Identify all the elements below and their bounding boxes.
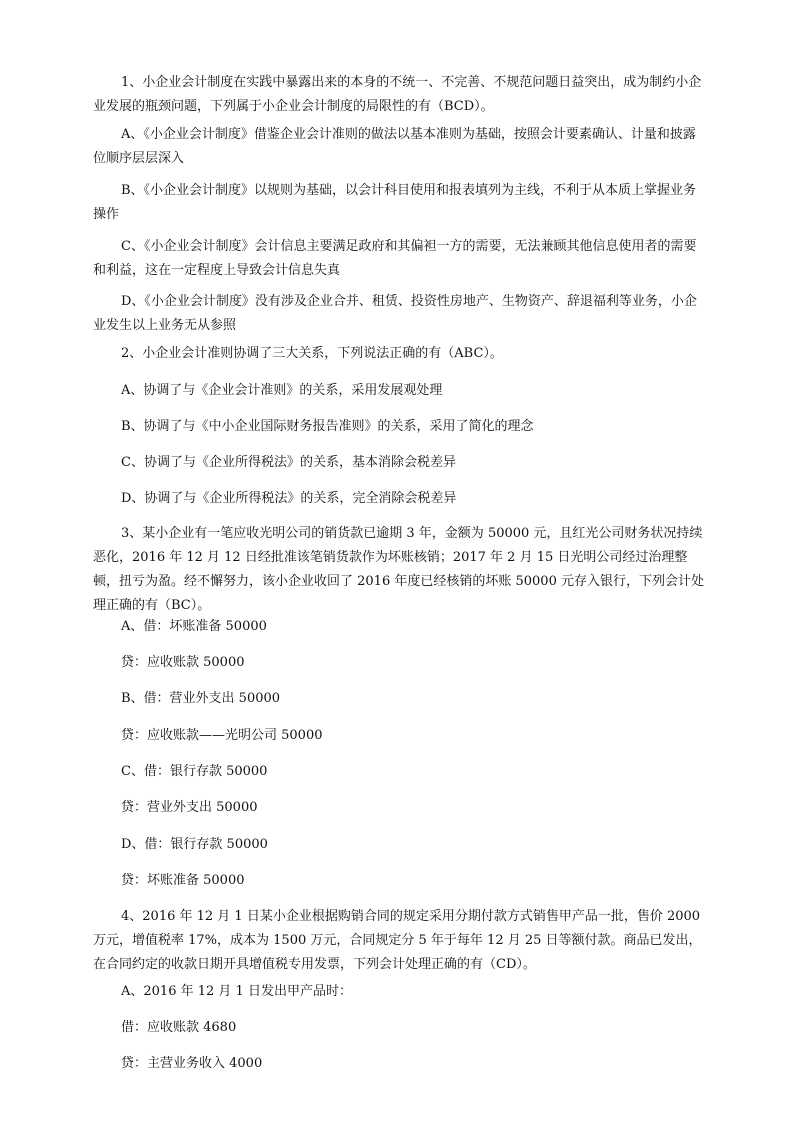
question-3-option-b-debit: B、借：营业外支出 50000 xyxy=(121,691,281,706)
question-3-option-a-credit: 贷：应收账款 50000 xyxy=(121,655,245,670)
question-1-stem: 1、小企业会计制度在实践中暴露出来的本身的不统一、不完善、不规范问题日益突出，成为制约小企业发展的瓶颈问题，下列属于小企业会计制度的局限性的有（BCD）。 xyxy=(93,75,702,114)
question-3-option-a-debit: A、借：坏账准备 50000 xyxy=(121,619,267,634)
question-1-option-a: A、《小企业会计制度》借鉴企业会计准则的做法以基本准则为基础，按照会计要素确认、计量和披露位顺序层层深入 xyxy=(93,127,696,166)
question-3-stem: 3、某小企业有一笔应收光明公司的销货款已逾期 3 年，金额为 50000 元，且红光公司财务状况持续恶化，2016 年 12 月 12 日经批准该笔销货款作为坏账核销；2017 年 2 月 15 日光明公司经过治理整顿，扭亏为盈。经不懈努力，该小企业收回了 2016 年度已经核销的坏账 50000 元存入银行，下列会计处理正确的有（BC）。 xyxy=(93,526,704,613)
question-2-option-d: D、协调了与《企业所得税法》的关系，完全消除会税差异 xyxy=(121,491,457,506)
question-3-option-b-credit: 贷：应收账款——光明公司 50000 xyxy=(121,728,323,743)
question-2-option-c: C、协调了与《企业所得税法》的关系，基本消除会税差异 xyxy=(121,455,456,470)
question-3-option-c-debit: C、借：银行存款 50000 xyxy=(121,764,268,779)
question-2-option-b: B、协调了与《中小企业国际财务报告准则》的关系，采用了简化的理念 xyxy=(121,419,534,434)
question-4-stem: 4、2016 年 12 月 1 日某小企业根据购销合同的规定采用分期付款方式销售甲产品一批，售价 2000 万元，增值税率 17%，成本为 1500 万元，合同规定分 5 年于每年 12 月 25 日等额付款。商品已发出，在合同约定的收款日期开具增值税专用发票，下列会计处理正确的有（CD）。 xyxy=(93,909,702,972)
question-2-option-a: A、协调了与《企业会计准则》的关系，采用发展观处理 xyxy=(121,383,443,398)
question-2-stem: 2、小企业会计准则协调了三大关系，下列说法正确的有（ABC）。 xyxy=(121,346,503,361)
question-4-option-a-debit: 借：应收账款 4680 xyxy=(121,1020,237,1035)
question-1-option-b: B、《小企业会计制度》以规则为基础，以会计科目使用和报表填列为主线，不利于从本质上掌握业务操作 xyxy=(93,183,697,222)
question-3-option-c-credit: 贷：营业外支出 50000 xyxy=(121,800,258,815)
question-4-option-a-credit: 贷：主营业务收入 4000 xyxy=(121,1056,263,1071)
question-3-option-d-debit: D、借：银行存款 50000 xyxy=(121,837,268,852)
question-1-option-c: C、《小企业会计制度》会计信息主要满足政府和其偏袒一方的需要，无法兼顾其他信息使用者的需要和利益，这在一定程度上导致会计信息失真 xyxy=(93,239,697,278)
question-3-option-d-credit: 贷：坏账准备 50000 xyxy=(121,873,245,888)
question-1-option-d: D、《小企业会计制度》没有涉及企业合并、租赁、投资性房地产、生物资产、辞退福利等业务，小企业发生以上业务无从参照 xyxy=(93,294,697,333)
question-4-option-a: A、2016 年 12 月 1 日发出甲产品时： xyxy=(121,984,352,999)
